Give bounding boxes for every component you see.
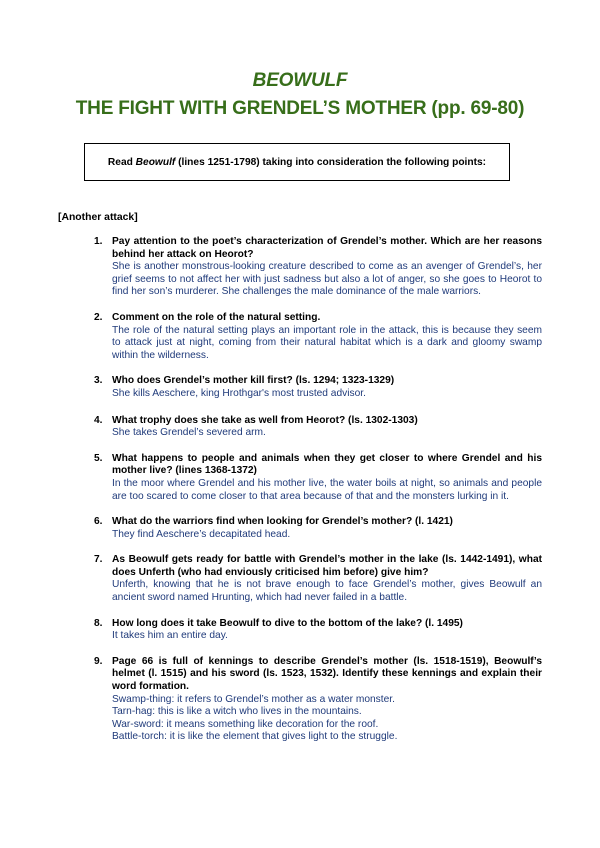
kenning-answer: Swamp-thing: it refers to Grendel’s mother as a water monster.: [112, 693, 395, 705]
kenning-answer: Tarn-hag: this is like a witch who lives in the mountains.: [112, 706, 362, 718]
answer-text: In the moor where Grendel and his mother live, the water boils at night, so animals and people are too scared to come closer to that area because of that and the monsters lurking in it.: [112, 477, 542, 502]
question-text: Page 66 is full of kennings to describe Grendel’s mother (ls. 1518-1519), Beowulf’s helmet (l. 1515) and his sword (ls. 1523, 1532). Identify these kennings and explain their word formation.: [112, 655, 542, 693]
kenning-answer: War-sword: it means something like decoration for the roof.: [112, 718, 379, 730]
question-text: What trophy does she take as well from Heorot? (ls. 1302-1303): [112, 414, 418, 426]
question-number: 6.: [94, 516, 103, 528]
document-title: BEOWULF: [252, 70, 348, 91]
answer-text: They find Aeschere’s decapitated head.: [112, 528, 291, 540]
answer-text: She takes Grendel’s severed arm.: [112, 427, 266, 439]
question-number: 5.: [94, 452, 103, 464]
answer-text: Unferth, knowing that he is not brave enough to face Grendel’s mother, gives Beowulf an ancient sword named Hrunting, which had never failed in a battle.: [112, 579, 542, 604]
question-item: [86, 312, 542, 362]
question-item: [86, 618, 542, 643]
question-item: [86, 554, 542, 604]
question-item: [86, 656, 542, 744]
question-item: [86, 453, 542, 503]
question-number: 3.: [94, 375, 103, 387]
question-text: Comment on the role of the natural setting.: [112, 311, 321, 323]
question-item: [86, 415, 542, 440]
question-text: What happens to people and animals when they get closer to where Grendel and his mother live? (lines 1368-1372): [112, 452, 542, 477]
instructions-work-title: Beowulf: [135, 156, 176, 168]
answer-text: The role of the natural setting plays an important role in the attack, this is because they seem to attack just at night, coming from their natural habitat which is a dark and gloomy swamp within the wilderness.: [112, 324, 542, 361]
question-number: 1.: [94, 236, 103, 247]
question-item: [86, 236, 542, 299]
question-number: 2.: [94, 311, 103, 323]
answer-text: She is another monstrous-looking creature described to come as an avenger of Grendel’s, her grief seems to not affect her with just sadness but also a lot of anger, so she goes to Heorot to find her son’s murderer. She challenges the male dominance of the male warriors.: [112, 261, 542, 298]
question-text: As Beowulf gets ready for battle with Grendel’s mother in the lake (ls. 1442-1491), what does Unferth (who had enviously criticised him before) give him?: [112, 554, 542, 578]
question-number: 7.: [94, 554, 103, 566]
question-text: How long does it take Beowulf to dive to the bottom of the lake? (l. 1495): [112, 617, 463, 629]
answer-text: It takes him an entire day.: [112, 630, 228, 642]
section-heading: [Another attack]: [58, 212, 138, 223]
instructions-box: [84, 143, 510, 181]
document-subtitle: THE FIGHT WITH GRENDEL’S MOTHER (pp. 69-80): [75, 98, 525, 119]
instructions-text: Read Beowulf (lines 1251-1798) taking into consideration the following points:: [107, 156, 487, 168]
question-text: What do the warriors find when looking for Grendel’s mother? (l. 1421): [112, 516, 453, 528]
question-item: [86, 375, 542, 400]
question-text: Pay attention to the poet’s characterization of Grendel’s mother. Which are her reasons behind her attack on Heorot?: [112, 236, 542, 260]
question-item: [86, 516, 542, 541]
question-number: 8.: [94, 617, 103, 629]
question-number: 9.: [94, 655, 103, 667]
question-list: [86, 236, 542, 744]
answer-text: She kills Aeschere, king Hrothgar's most trusted advisor.: [112, 387, 366, 399]
question-text: Who does Grendel’s mother kill first? (ls. 1294; 1323-1329): [112, 375, 395, 387]
question-number: 4.: [94, 414, 103, 426]
kenning-answer: Battle-torch: it is like the element that gives light to the struggle.: [112, 731, 398, 743]
